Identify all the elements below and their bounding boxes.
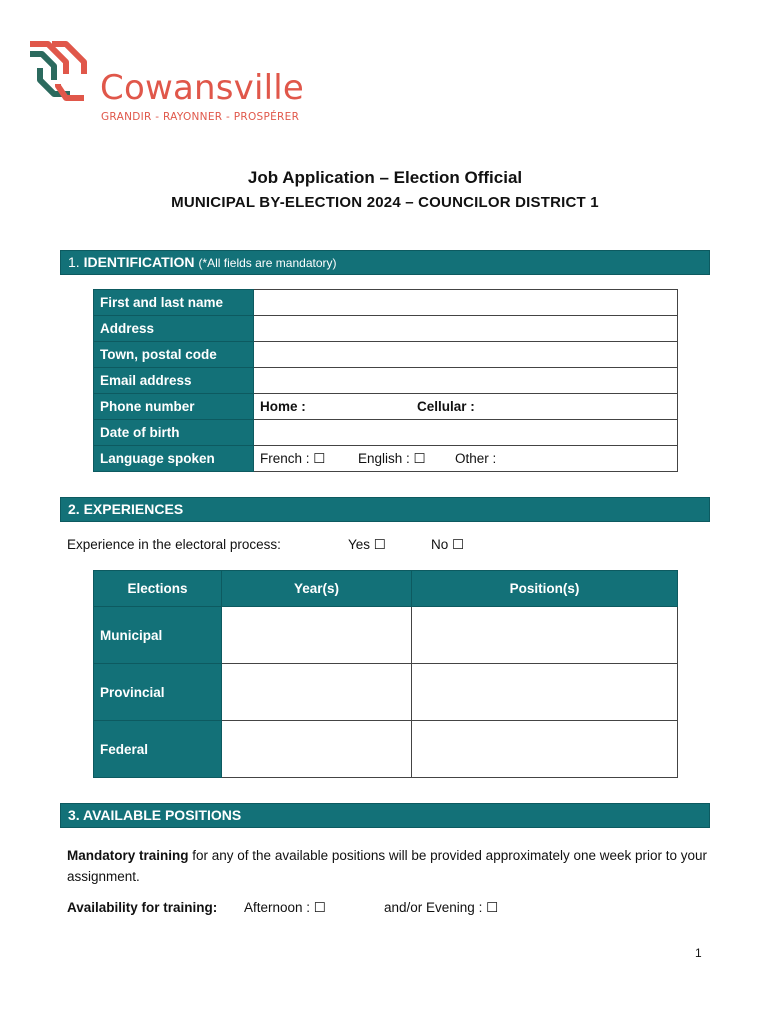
town-postal-field[interactable] bbox=[254, 342, 678, 368]
afternoon-checkbox[interactable]: Afternoon : ☐ bbox=[244, 900, 326, 915]
email-field[interactable] bbox=[254, 368, 678, 394]
table-row bbox=[94, 342, 678, 368]
table-row bbox=[94, 394, 678, 420]
column-header: Year(s) bbox=[222, 571, 412, 607]
page-number: 1 bbox=[695, 946, 702, 960]
other-language-label[interactable]: Other : bbox=[455, 450, 497, 466]
column-header: Position(s) bbox=[412, 571, 678, 607]
table-row bbox=[94, 721, 678, 778]
language-field bbox=[254, 446, 678, 472]
table-row bbox=[94, 316, 678, 342]
section-available-positions-bar bbox=[60, 803, 710, 828]
experience-no-checkbox[interactable]: No ☐ bbox=[431, 537, 465, 552]
election-type-label: Federal bbox=[94, 721, 222, 778]
elections-table bbox=[93, 570, 678, 778]
table-row bbox=[94, 664, 678, 721]
field-label: Phone number bbox=[94, 394, 254, 420]
training-description: for any of the available positions will be provided approximately one week prior to your assignment. bbox=[67, 848, 708, 884]
field-label: Email address bbox=[94, 368, 254, 394]
english-checkbox[interactable]: English : ☐ bbox=[358, 450, 426, 466]
election-type-label: Provincial bbox=[94, 664, 222, 721]
experience-question: Experience in the electoral process: bbox=[67, 537, 281, 552]
evening-checkbox[interactable]: and/or Evening : ☐ bbox=[384, 900, 499, 915]
availability-row bbox=[67, 900, 498, 916]
field-label: Date of birth bbox=[94, 420, 254, 446]
field-label: Address bbox=[94, 316, 254, 342]
section-title: 2. EXPERIENCES bbox=[68, 501, 184, 517]
section-title: IDENTIFICATION bbox=[83, 254, 195, 270]
table-row bbox=[94, 446, 678, 472]
table-row bbox=[94, 607, 678, 664]
federal-years-cell[interactable] bbox=[222, 721, 412, 778]
election-type-label: Municipal bbox=[94, 607, 222, 664]
provincial-positions-cell[interactable] bbox=[412, 664, 678, 721]
table-row bbox=[94, 420, 678, 446]
section-title: 3. AVAILABLE POSITIONS bbox=[68, 807, 242, 823]
cowansville-logo-icon bbox=[26, 40, 88, 102]
field-label: Town, postal code bbox=[94, 342, 254, 368]
cellular-phone-label: Cellular : bbox=[417, 399, 475, 414]
section-note: (*All fields are mandatory) bbox=[198, 256, 337, 270]
logo-tagline: GRANDIR - RAYONNER - PROSPÉRER bbox=[101, 111, 300, 123]
section-experiences-bar bbox=[60, 497, 710, 522]
address-field[interactable] bbox=[254, 316, 678, 342]
column-header: Elections bbox=[94, 571, 222, 607]
field-label: Language spoken bbox=[94, 446, 254, 472]
federal-positions-cell[interactable] bbox=[412, 721, 678, 778]
table-header-row bbox=[94, 571, 678, 607]
date-of-birth-field[interactable] bbox=[254, 420, 678, 446]
provincial-years-cell[interactable] bbox=[222, 664, 412, 721]
mandatory-training-label: Mandatory training bbox=[67, 848, 189, 863]
table-row bbox=[94, 368, 678, 394]
identification-table bbox=[93, 289, 678, 472]
training-paragraph bbox=[67, 845, 717, 887]
home-phone-label: Home : bbox=[260, 399, 306, 414]
field-label: First and last name bbox=[94, 290, 254, 316]
section-number: 1. bbox=[68, 254, 80, 270]
name-field[interactable] bbox=[254, 290, 678, 316]
section-identification-bar bbox=[60, 250, 710, 275]
availability-label: Availability for training: bbox=[67, 900, 218, 915]
phone-field[interactable] bbox=[254, 394, 678, 420]
municipal-positions-cell[interactable] bbox=[412, 607, 678, 664]
page-subtitle: MUNICIPAL BY-ELECTION 2024 – COUNCILOR DISTRICT 1 bbox=[171, 194, 599, 211]
french-checkbox[interactable]: French : ☐ bbox=[260, 450, 326, 466]
table-row bbox=[94, 290, 678, 316]
page-title: Job Application – Election Official bbox=[247, 168, 523, 187]
logo-wordmark: Cowansville bbox=[100, 68, 305, 108]
experience-yes-checkbox[interactable]: Yes ☐ bbox=[348, 537, 386, 552]
municipal-years-cell[interactable] bbox=[222, 607, 412, 664]
